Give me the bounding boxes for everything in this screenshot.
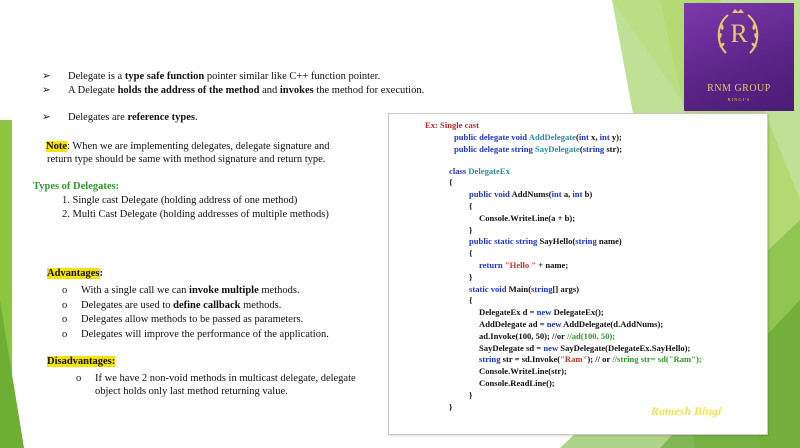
code-token: { (469, 201, 473, 211)
advantage-1-part-1: invoke multiple (189, 285, 259, 296)
intro-bullet-2-part-2: and (259, 85, 280, 96)
code-line-5 (449, 177, 452, 189)
disadvantages-heading: Disadvantages: (47, 356, 116, 367)
note-line-1: : When we are implementing delegates, delegate signature and (67, 141, 330, 152)
code-line-1 (454, 132, 622, 144)
logo-name: RNM GROUP (707, 83, 771, 94)
code-token: AddDelegate (528, 132, 576, 142)
code-token: } (469, 389, 473, 400)
code-line-20 (479, 354, 702, 366)
code-line-9 (469, 225, 472, 237)
intro-bullet-2-part-4: the method for execution. (313, 85, 425, 96)
advantage-3-part-0: Delegates allow methods to be passed as parameters. (81, 314, 304, 325)
note-label: Note (46, 141, 67, 152)
code-token: ( (579, 143, 583, 154)
code-token: DelegateEx (468, 165, 510, 176)
advantage-text (81, 299, 281, 312)
code-line-6 (469, 189, 592, 201)
code-token: { (449, 177, 453, 188)
code-token: int (572, 189, 583, 200)
intro-bullet-1-part-0: Delegate is a (68, 71, 125, 82)
code-token: SayDelegate(DelegateEx.SayHello); (560, 342, 691, 353)
code-token: //ad(100, 50); (566, 330, 616, 341)
code-token: "Hello " (504, 260, 537, 270)
code-token: ad.Invoke(100, 50); //or (479, 330, 567, 341)
advantage-1-part-2: methods. (258, 285, 300, 296)
code-line-23 (469, 390, 472, 402)
code-token: { (469, 295, 473, 306)
code-line-21 (479, 366, 567, 378)
advantage-1-part-0: With a single call we can (81, 285, 190, 296)
intro-bullet-2-part-1: holds the address of the method (117, 85, 260, 96)
code-token: new (536, 307, 554, 318)
intro-bullet-2-part-3: invokes (279, 85, 314, 96)
intro-bullet-1-part-1: type safe function (124, 71, 205, 82)
code-line-24 (449, 402, 452, 414)
logo-tagline: BINGI'S (727, 97, 751, 102)
code-token: Console.WriteLine(str); (479, 366, 567, 377)
code-token: SayDelegate (534, 143, 580, 154)
code-token: public static string (469, 236, 540, 247)
code-example-box (388, 113, 768, 435)
advantages-label: Advantages (47, 268, 100, 279)
advantage-2-part-2: methods. (240, 299, 282, 311)
code-token: return (479, 260, 505, 270)
disadvantages-line-1: If we have 2 non-void methods in multicast delegate, delegate (95, 373, 356, 384)
advantage-text (81, 313, 303, 326)
code-line-7 (469, 201, 472, 213)
note-line-2: return type should be same with method signature and return type. (47, 154, 326, 165)
intro-bullet-3-part-0: Delegates are (68, 112, 128, 123)
code-token: [] args) (552, 283, 580, 294)
advantage-text (81, 328, 329, 341)
code-token: string (479, 354, 503, 365)
code-token: SayHello( (539, 236, 576, 247)
arrow-bullet-icon: ➢ (42, 85, 51, 96)
code-token: } (469, 224, 473, 235)
code-token: a, (561, 189, 573, 200)
arrow-bullet-icon: ➢ (42, 112, 51, 123)
code-token: AddNums( (511, 189, 552, 200)
code-token: new (546, 319, 564, 329)
code-token: ); // or (587, 354, 613, 365)
code-token: new (543, 342, 561, 353)
code-token: } (449, 401, 453, 412)
code-token: class (449, 165, 469, 176)
code-line-18 (479, 331, 615, 343)
code-token: public delegate void (454, 132, 529, 142)
code-token: } (469, 271, 473, 282)
circle-bullet-icon: o (62, 328, 68, 340)
arrow-bullet-icon: ➢ (42, 71, 51, 82)
code-token: b) (582, 189, 593, 200)
code-token: AddDelegate(d.AddNums); (563, 319, 664, 329)
types-heading: Types of Delegates: (33, 181, 120, 192)
code-token: string (531, 283, 553, 294)
code-line-17 (479, 319, 663, 331)
advantage-text (81, 284, 300, 297)
code-line-2 (454, 144, 622, 156)
code-token: //string str= sd("Ram"); (612, 354, 702, 365)
intro-bullet-3-part-2: . (195, 112, 198, 123)
types-item-2: 2. Multi Cast Delegate (holding addresses of multiple methods) (62, 209, 329, 220)
code-token: y); (609, 132, 622, 142)
intro-bullet-2-part-0: A Delegate (68, 85, 118, 96)
code-token: string (575, 236, 597, 247)
code-line-11 (469, 248, 472, 260)
intro-bullet-3-part-1: reference types (127, 112, 196, 123)
signature: Ramesh Bingi (651, 404, 722, 418)
code-token: str = sd.Invoke( (502, 354, 561, 365)
intro-bullet-text (68, 70, 448, 83)
code-line-8 (479, 213, 575, 225)
code-token: { (469, 248, 473, 259)
circle-bullet-icon: o (62, 299, 68, 311)
disadvantages-line-2: object holds only last method returning value. (95, 386, 288, 397)
code-token: string (582, 143, 605, 154)
code-token: AddDelegate ad = (479, 319, 547, 329)
code-token: ( (576, 132, 579, 142)
advantage-2-part-0: Delegates are used to (81, 299, 174, 311)
logo-letter: R (730, 19, 748, 48)
circle-bullet-icon: o (62, 314, 68, 325)
types-item-1: 1. Single cast Delegate (holding address of one method) (62, 195, 298, 206)
code-token: x, (588, 132, 600, 142)
rnm-group-logo (684, 3, 794, 111)
code-line-4 (449, 166, 510, 178)
code-token: public delegate string (454, 143, 535, 154)
code-line-13 (469, 272, 472, 284)
code-token: Console.ReadLine(); (479, 378, 555, 388)
code-token: static void (469, 283, 509, 294)
code-line-10 (469, 236, 622, 248)
code-token: "Ram" (560, 354, 588, 365)
code-token: public void (469, 189, 512, 200)
code-token: int (578, 132, 589, 142)
advantage-4-part-0: Delegates will improve the performance of the application. (81, 328, 329, 340)
note-paragraph (46, 140, 406, 166)
code-line-16 (479, 307, 604, 319)
intro-bullet-1-part-2: pointer similar like C++ function pointer. (204, 71, 381, 82)
code-token: DelegateEx(); (553, 307, 604, 318)
code-token: str); (604, 143, 623, 154)
code-line-14 (469, 284, 579, 296)
code-token: Console.WriteLine(a + b); (479, 212, 576, 223)
code-line-19 (479, 343, 690, 355)
code-token: int (599, 132, 610, 142)
code-token: name) (596, 236, 622, 247)
code-token: int (551, 189, 562, 200)
code-line-22 (479, 378, 555, 390)
code-token: SayDelegate sd = (479, 342, 544, 353)
advantages-heading: Advantages: (47, 268, 104, 279)
code-line-12 (479, 260, 568, 272)
advantage-2-part-1: define callback (173, 299, 241, 311)
code-token: Main( (508, 283, 532, 294)
code-line-15 (469, 295, 472, 307)
code-token: + name; (536, 260, 569, 270)
intro-bullet-text (68, 84, 448, 97)
code-title: Ex: Single cast (425, 120, 479, 130)
circle-bullet-icon: o (62, 285, 68, 296)
code-token: DelegateEx d = (479, 307, 537, 318)
